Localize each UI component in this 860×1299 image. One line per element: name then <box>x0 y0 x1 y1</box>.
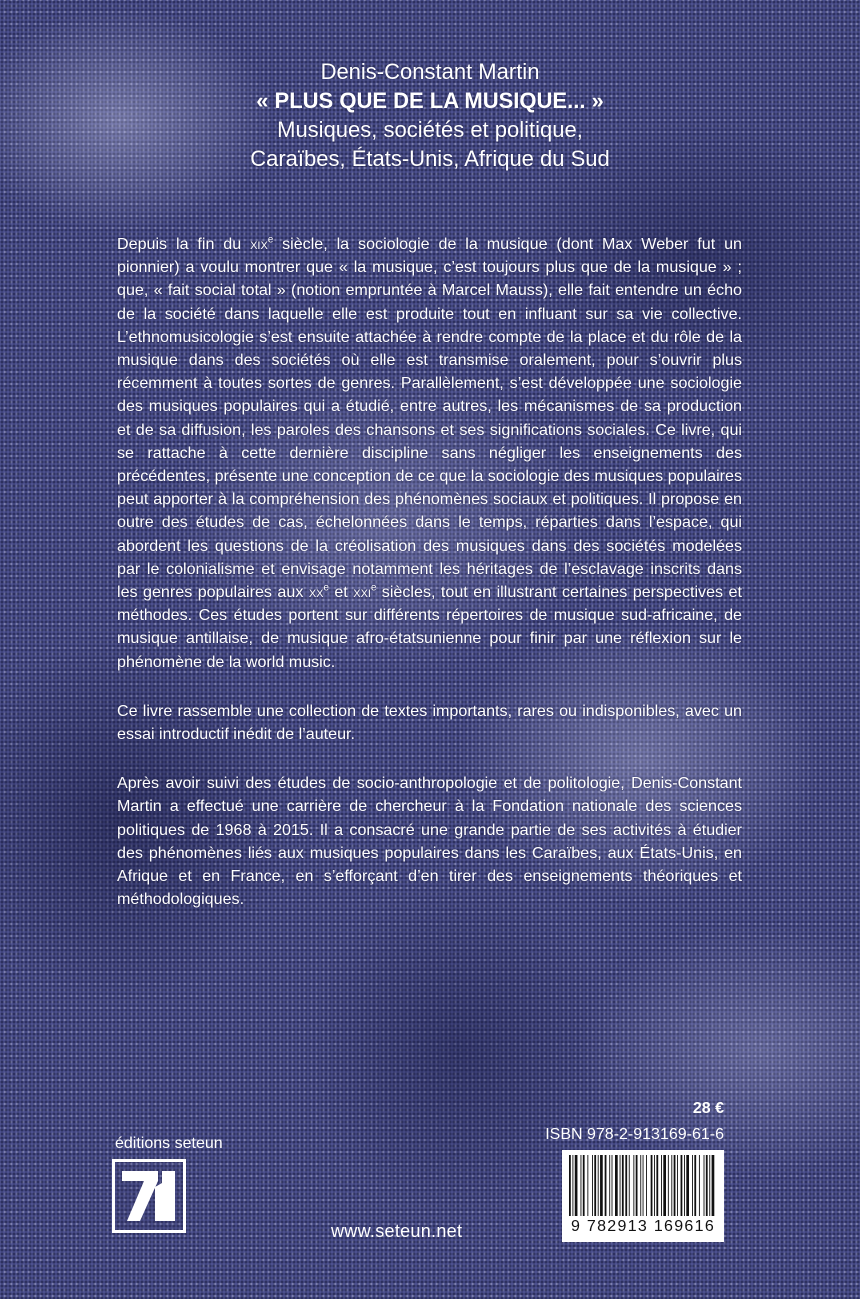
barcode-bar <box>594 1155 596 1217</box>
barcode-bar <box>671 1155 672 1217</box>
barcode-bar <box>677 1155 678 1217</box>
barcode-bars <box>567 1155 719 1217</box>
barcode-bar <box>692 1155 693 1217</box>
century-21: xxi <box>353 583 371 602</box>
author-bio-paragraph: Après avoir suivi des études de socio-anthropologie et de politologie, Denis-Constant Martin a effectué une carrière de chercheur à la Fondation nationale des sciences politiques de 1968 à 2015. Il a consacré une grande partie de ses activités à étudier des phénomènes liés aux musiques populaires dans les Caraïbes, aux États-Unis, en Afrique et en France, en s’efforçant d’en tirer des enseignements théoriques et méthodologiques. <box>117 774 742 909</box>
barcode-bar <box>694 1155 696 1217</box>
barcode-bar <box>712 1155 715 1217</box>
barcode-bar <box>587 1155 588 1217</box>
barcode-bar <box>572 1155 573 1217</box>
barcode-bar <box>646 1155 647 1217</box>
barcode-bar <box>706 1155 708 1217</box>
barcode-bar <box>592 1155 593 1217</box>
price-label: 28 € <box>692 1100 724 1117</box>
publisher-name: éditions seteun <box>115 1135 223 1152</box>
barcode-bar <box>575 1155 578 1217</box>
barcode-bar <box>625 1155 627 1217</box>
barcode-bar <box>661 1155 662 1217</box>
barcode-bar <box>600 1155 603 1217</box>
century-20: xx <box>308 583 324 602</box>
subtitle-line-2: Caraïbes, États-Unis, Afrique du Sud <box>250 146 610 171</box>
barcode-bar <box>612 1155 613 1217</box>
barcode-bar <box>674 1155 676 1217</box>
barcode-bar <box>686 1155 689 1217</box>
publisher-website: www.seteun.net <box>331 1221 463 1241</box>
barcode-digits: 9 782913 169616 <box>562 1216 724 1238</box>
barcode-bar <box>615 1155 618 1217</box>
back-cover-blurb <box>117 233 742 911</box>
barcode-bar <box>643 1155 644 1217</box>
century-20-sup: e <box>323 582 329 594</box>
p1-text-d: siècles, tout en illustrant certaines perspectives et méthodes. Ces études portent sur différents répertoires de musique sud-africaine, de musique antillaise, de musique afro-étatsunienne pour finir par une réflexion sur le phénomène de la world music. <box>117 583 742 671</box>
barcode-bar <box>651 1155 653 1217</box>
publisher-block <box>112 1135 232 1233</box>
p1-text-b: siècle, la sociologie de la musique (dont Max Weber fut un pionnier) a voulu montrer que « la musique, c’est toujours plus que de la musique » ; que, « fait social total » (notion empruntée à Marcel Mauss), elle fait entendre un écho de la société dans laquelle elle est produite tout en influant sur sa vie collective. L’ethnomusicologie s’est ensuite attachée à rendre compte de la place et du rôle de la musique dans des sociétés où elle est transmise oralement, pour s’ouvrir plus récemment à toutes sortes de genres. Parallèlement, s’est développée une sociologie des musiques populaires qui a étudié, entre autres, les mécanismes de sa production et de sa diffusion, les paroles des chansons et ses significations sociales. Ce livre, qui se rattache à cette dernière discipline sans négliger les enseignements des précédentes, présente une conception de ce que la sociologie des musiques populaires peut apporter à la compréhension des phénomènes sociaux et politiques. Il propose en outre des études de cas, échelonnées dans le temps, réparties dans l’espace, qui abordent les questions de la créolisation des musiques dans des sociétés modelées par le colonialisme et envisage notamment les héritages de l’esclavage inscrits dans les genres populaires aux <box>117 235 742 602</box>
barcode-bar <box>598 1155 599 1217</box>
barcode-bar <box>609 1155 610 1217</box>
barcode-bar <box>629 1155 630 1217</box>
p1-text-a: Depuis la fin du <box>117 235 251 253</box>
century-19-sup: e <box>267 234 274 246</box>
barcode-bar <box>583 1155 585 1217</box>
barcode-bar <box>656 1155 658 1217</box>
barcode-bar <box>654 1155 655 1217</box>
isbn-label: ISBN 978-2-913169-61-6 <box>545 1126 724 1143</box>
barcode-bar <box>709 1155 710 1217</box>
p1-text-c: et <box>328 583 354 602</box>
century-21-sup: e <box>370 582 377 594</box>
barcode-bar <box>622 1155 624 1217</box>
barcode-bar <box>605 1155 607 1217</box>
barcode-bar <box>699 1155 700 1217</box>
barcode-bar <box>636 1155 638 1217</box>
barcode-bar <box>569 1155 571 1217</box>
barcode-bar <box>704 1155 705 1217</box>
barcode-bar <box>620 1155 621 1217</box>
barcode-bar <box>663 1155 666 1217</box>
blurb-paragraph-2: Ce livre rassemble une collection de textes importants, rares ou indisponibles, avec un essai introductif inédit de l’auteur. <box>117 701 742 744</box>
author-name: Denis-Constant Martin <box>320 59 540 84</box>
barcode-bar <box>640 1155 641 1217</box>
barcode-bar <box>681 1155 683 1217</box>
century-19: xix <box>250 235 268 253</box>
logo-71-glyph-icon <box>118 1165 180 1227</box>
barcode-bar <box>581 1155 582 1217</box>
ean13-barcode-icon <box>562 1150 724 1242</box>
blurb-paragraph-1 <box>117 233 742 674</box>
book-title: « PLUS QUE DE LA MUSIQUE... » <box>256 88 604 113</box>
subtitle-line-1: Musiques, sociétés et politique, <box>277 117 583 142</box>
seteun-71-logo-icon <box>112 1159 186 1233</box>
barcode-bar <box>668 1155 669 1217</box>
barcode-bar <box>633 1155 634 1217</box>
barcode-bar <box>684 1155 685 1217</box>
cover-header <box>0 57 860 173</box>
